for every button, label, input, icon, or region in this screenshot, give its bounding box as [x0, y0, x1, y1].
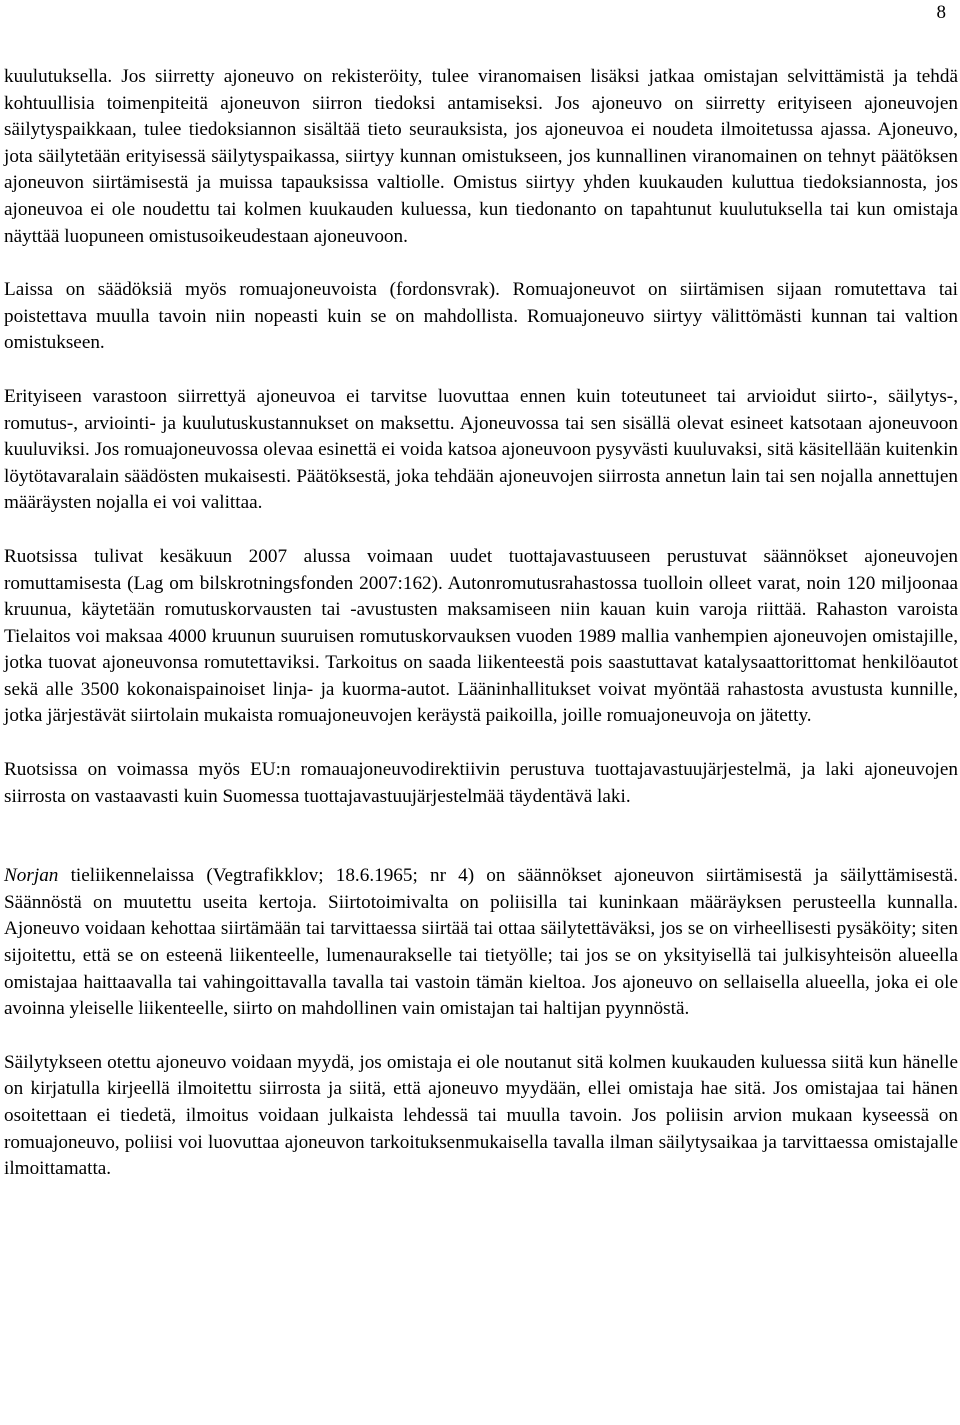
paragraph-ruotsi-tuottajavastuu: Ruotsissa tulivat kesäkuun 2007 alussa voimaan uudet tuottajavastuuseen perustuvat säännökset ajoneuvojen romuttamisesta (Lag om bilskrotningsfonden 2007:162). Autonromutusrahastossa tuolloin olleet varat, noin 120 miljoonaa kruunua, käytetään romutuskorvausten tai -avustusten maksamiseen niin kauan kuin varoja riittää. Rahaston varoista Tielaitos voi maksaa 4000 kruunun suuruisen romutuskorvauksen vuoden 1989 mallia vanhempien ajoneuvojen omistajille, jotka tuovat ajoneuvonsa romutettaviksi. Tarkoitus on saada liikenteestä pois saastuttavat katalysaattorittomat henkilöautot sekä alle 3500 kokonaispainoiset linja- ja kuorma-autot. Lääninhallitukset voivat myöntää rahastosta avustusta kunnille, jotka järjestävät siirtolain mukaista romuajoneuvojen keräystä paikoilla, joille romuajoneuvoja on jätetty.: [4, 545, 958, 727]
country-name-norja: Norjan: [4, 865, 59, 887]
paragraph-norja-text: tieliikennelaissa (Vegtrafikklov; 18.6.1965; nr 4) on säännökset ajoneuvon siirtämisestä ja säilyttämisestä. Säännöstä on muutettu useita kertoja. Siirtotoimivalta on poliisilla tai kuninkaan määräyksen perusteella kunnalla. Ajoneuvo voidaan kehottaa siirtämään tai tarvittaessa siirtää tai ottaa säilytettäväksi, jos se on virheellisesti pysäköity; siten sijoitettu, että se on esteenä liikenteelle, lumenaurakselle tai tietyölle; tai jos se on yksityisellä tai julkisyhteisön alueella omistajaa haittaavalla tai vahingoittavalla tavalla tai vastoin tämän kieltoa. Jos ajoneuvo on sellaisella alueella, joka ei ole avoinna yleiselle liikenteelle, siirto on mahdollinen vain omistajan tai haltijan pyynnöstä.: [4, 865, 958, 1020]
page-number: 8: [936, 2, 946, 23]
paragraph-ruotsi-eu-direktiivi: Ruotsissa on voimassa myös EU:n romauajoneuvodirektiivin perustuva tuottajavastuujärjestelmä, ja laki ajoneuvojen siirrosta on vastaavasti kuin Suomessa tuottajavastuujärjestelmää täydentävä laki.: [4, 759, 958, 807]
paragraph-norja: [4, 863, 958, 1023]
paragraph-sailytys-myynti: Säilytykseen otettu ajoneuvo voidaan myydä, jos omistaja ei ole noutanut sitä kolmen kuukauden kuluessa siitä kun hänelle on kirjatulla kirjeellä ilmoitettu siirrosta ja siitä, että ajoneuvo myydään, ellei omistaja hae sitä. Jos omistajaa tai hänen osoitettaan ei tiedetä, ilmoitus voidaan julkaista lehdessä tai muulla tavoin. Jos poliisin arvion mukaan kyseessä on romuajoneuvo, poliisi voi luovuttaa ajoneuvon tarkoituksenmukaisella tavalla ilman säilytysaikaa ja tarvittaessa omistajalle ilmoittamatta.: [4, 1051, 958, 1180]
paragraph-erityinen-varasto: Erityiseen varastoon siirrettyä ajoneuvoa ei tarvitse luovuttaa ennen kuin toteutuneet tai arvioidut siirto-, säilytys-, romutus-, arviointi- ja kuulutuskustannukset on maksettu. Ajoneuvossa tai sen sisällä olevat esineet katsotaan ajoneuvoon kuuluviksi. Jos romuajoneuvossa olevaa esinettä ei voida katsoa ajoneuvoon pysyvästi kuuluvaksi, sitä käsitellään kuitenkin löytötavaralain säädösten mukaisesti. Päätöksestä, joka tehdään ajoneuvojen siirrosta annetun lain tai sen nojalla annettujen määräysten nojalla ei voi valittaa.: [4, 385, 958, 514]
paragraph-romuajoneuvot: Laissa on säädöksiä myös romuajoneuvoista (fordonsvrak). Romuajoneuvot on siirtämisen sijaan romutettava tai poistettava muulla tavoin niin nopeasti kuin se on mahdollista. Romuajoneuvo siirtyy välittömästi kunnan tai valtion omistukseen.: [4, 279, 958, 354]
document-body: [4, 64, 958, 1183]
paragraph-kuulutus: kuulutuksella. Jos siirretty ajoneuvo on rekisteröity, tulee viranomaisen lisäksi jatkaa omistajan selvittämistä ja tehdä kohtuullisia toimenpiteitä ajoneuvon siirron tiedoksi antamiseksi. Jos ajoneuvo on siirretty erityiseen ajoneuvojen säilytyspaikkaan, tulee tiedoksiannon sisältää tieto seurauksista, jos ajoneuvoa ei noudeta ilmoitetussa ajassa. Ajoneuvo, jota säilytetään erityisessä säilytyspaikassa, siirtyy kunnan omistukseen, jos kunnallinen viranomainen on tehnyt päätöksen ajoneuvon siirtämisestä ja muissa tapauksissa valtiolle. Omistus siirtyy yhden kuukauden kuluttua tiedoksiannosta, jos ajoneuvoa ei ole noudettu tai kolmen kuukauden kuluessa, kun tiedonanto on tapahtunut kuulutuksella tai kun omistaja näyttää luopuneen omistusoikeudestaan ajoneuvoon.: [4, 66, 958, 247]
